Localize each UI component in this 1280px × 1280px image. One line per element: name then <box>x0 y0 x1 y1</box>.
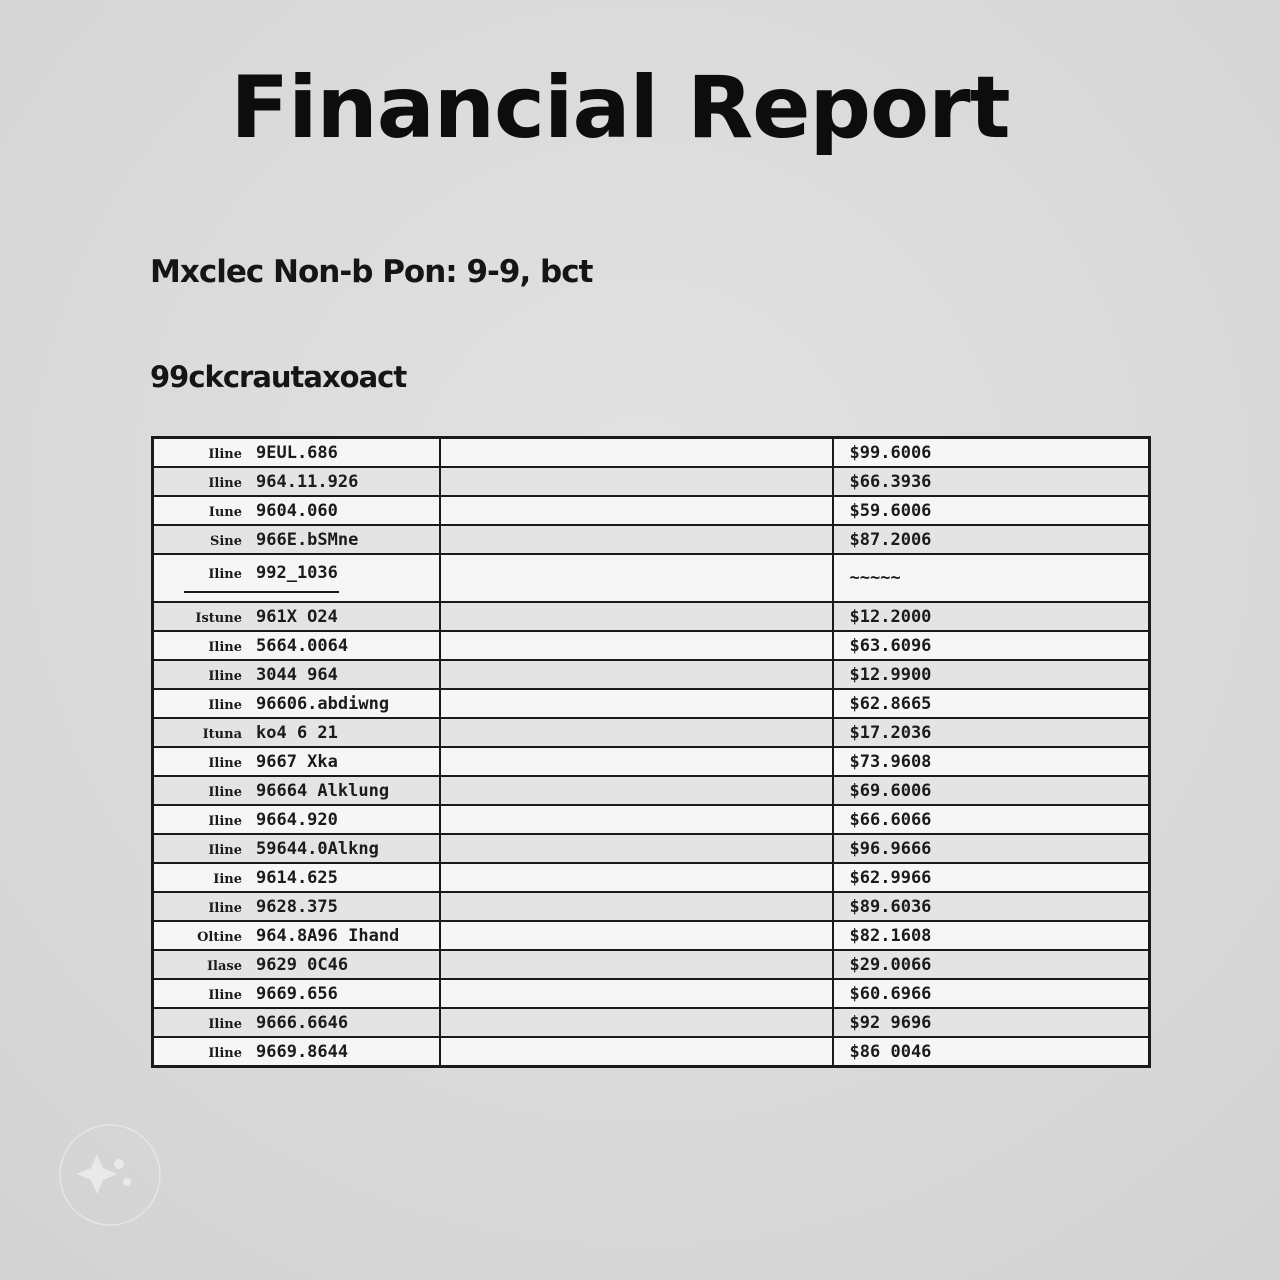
row-tag: Oltine <box>197 929 242 945</box>
row-empty-cell <box>440 921 832 950</box>
row-amount-cell: $12.2000 <box>833 602 1150 631</box>
row-label-cell <box>153 438 441 468</box>
row-tag: Iline <box>208 784 242 800</box>
table-row <box>153 834 1150 863</box>
row-empty-cell <box>440 660 832 689</box>
row-empty-cell <box>440 602 832 631</box>
row-empty-cell <box>440 834 832 863</box>
row-tag: Iline <box>208 1045 242 1061</box>
row-label-cell <box>153 921 441 950</box>
table-row <box>153 660 1150 689</box>
row-amount-cell: $60.6966 <box>833 979 1150 1008</box>
row-tag: Sine <box>209 533 242 549</box>
row-empty-cell <box>440 863 832 892</box>
row-empty-cell <box>440 496 832 525</box>
row-code: 9669.8644 <box>256 1041 349 1062</box>
row-amount-cell: $96.9666 <box>833 834 1150 863</box>
row-label-cell <box>153 525 441 554</box>
row-amount-cell: $12.9900 <box>833 660 1150 689</box>
underline-mark <box>184 591 339 593</box>
row-code: 96606.abdiwng <box>256 693 390 714</box>
row-empty-cell <box>440 554 832 602</box>
table-row <box>153 805 1150 834</box>
row-empty-cell <box>440 892 832 921</box>
table-row <box>153 892 1150 921</box>
row-amount-cell: $62.9966 <box>833 863 1150 892</box>
table-row <box>153 979 1150 1008</box>
row-empty-cell <box>440 747 832 776</box>
row-label-cell <box>153 631 441 660</box>
row-tag: Iline <box>208 987 242 1003</box>
row-label-cell <box>153 805 441 834</box>
row-amount-cell: $17.2036 <box>833 718 1150 747</box>
row-amount-cell: $99.6006 <box>833 438 1150 468</box>
row-label-cell <box>153 554 441 602</box>
row-code: 964.11.926 <box>256 471 359 492</box>
row-code: ko4 6 21 <box>256 722 338 743</box>
table-row <box>153 602 1150 631</box>
row-empty-cell <box>440 525 832 554</box>
row-tag: Iline <box>208 842 242 858</box>
row-label-cell <box>153 863 441 892</box>
row-empty-cell <box>440 689 832 718</box>
row-tag: Ilase <box>206 958 242 974</box>
row-empty-cell <box>440 979 832 1008</box>
section-label: 99ckcrautaxoact <box>150 360 407 394</box>
row-label-cell <box>153 1037 441 1067</box>
row-code: 9666.6646 <box>256 1012 349 1033</box>
row-amount-cell: $62.8665 <box>833 689 1150 718</box>
row-tag: Iine <box>213 871 242 887</box>
row-empty-cell <box>440 718 832 747</box>
row-tag: Iline <box>208 1016 242 1032</box>
row-amount-cell: ~~~~~ <box>833 554 1150 602</box>
row-label-cell <box>153 496 441 525</box>
row-code: 961X O24 <box>256 606 338 627</box>
row-empty-cell <box>440 631 832 660</box>
row-tag: Iline <box>208 813 242 829</box>
row-label-cell <box>153 718 441 747</box>
row-tag: Iline <box>208 475 242 491</box>
row-code: 59644.0Alkng <box>256 838 379 859</box>
row-tag: Iline <box>208 697 242 713</box>
row-empty-cell <box>440 438 832 468</box>
row-code: 9664.920 <box>256 809 338 830</box>
row-amount-cell: $89.6036 <box>833 892 1150 921</box>
row-tag: Iline <box>208 567 242 582</box>
row-label-cell <box>153 979 441 1008</box>
row-empty-cell <box>440 950 832 979</box>
row-amount-cell: $82.1608 <box>833 921 1150 950</box>
row-tag: Iline <box>208 446 242 462</box>
table-row <box>153 1037 1150 1067</box>
report-subtitle: Mxclec Non-b Pon: 9-9, bct <box>150 254 593 290</box>
row-label-cell <box>153 950 441 979</box>
row-code: 9604.060 <box>256 500 338 521</box>
table-row <box>153 467 1150 496</box>
row-code: 964.8A96 Ihand <box>256 925 400 946</box>
table-row <box>153 631 1150 660</box>
row-amount-cell: $73.9608 <box>833 747 1150 776</box>
financial-table-body <box>153 438 1150 1067</box>
row-label-cell <box>153 892 441 921</box>
row-empty-cell <box>440 1008 832 1037</box>
row-code: 966E.bSMne <box>256 529 359 550</box>
row-code: 9669.656 <box>256 983 338 1004</box>
page-title: Financial Report <box>230 58 1010 158</box>
row-label-cell <box>153 1008 441 1037</box>
row-tag: Ituna <box>202 726 242 742</box>
row-code: 9EUL.686 <box>256 442 338 463</box>
row-amount-cell: $69.6006 <box>833 776 1150 805</box>
row-tag: Iune <box>208 504 242 520</box>
row-code: 5664.0064 <box>256 635 349 656</box>
imagined-with-ai-badge <box>55 1120 165 1230</box>
row-tag: Istune <box>195 610 242 626</box>
table-row <box>153 718 1150 747</box>
row-amount-cell: $92 9696 <box>833 1008 1150 1037</box>
row-label-cell <box>153 747 441 776</box>
row-code: 96664 Alklung <box>256 780 390 801</box>
row-amount-cell: $29.0066 <box>833 950 1150 979</box>
row-tag: Iline <box>208 755 242 771</box>
row-amount-cell: $86 0046 <box>833 1037 1150 1067</box>
table-row <box>153 863 1150 892</box>
row-label-cell <box>153 776 441 805</box>
row-label-cell <box>153 467 441 496</box>
table-row <box>153 438 1150 468</box>
table-row <box>153 525 1150 554</box>
row-code: 3044 964 <box>256 664 338 685</box>
row-empty-cell <box>440 1037 832 1067</box>
row-code: 992_1036 <box>256 563 338 583</box>
table-row <box>153 921 1150 950</box>
table-row <box>153 496 1150 525</box>
row-amount-cell: $87.2006 <box>833 525 1150 554</box>
row-tag: Iline <box>208 900 242 916</box>
row-code: 9614.625 <box>256 867 338 888</box>
row-amount-cell: $66.6066 <box>833 805 1150 834</box>
row-amount-cell: $66.3936 <box>833 467 1150 496</box>
row-code: 9628.375 <box>256 896 338 917</box>
row-label-cell <box>153 660 441 689</box>
financial-table <box>151 436 1151 1068</box>
table-row <box>153 950 1150 979</box>
row-amount-cell: $63.6096 <box>833 631 1150 660</box>
row-empty-cell <box>440 776 832 805</box>
row-code: 9667 Xka <box>256 751 338 772</box>
table-row <box>153 689 1150 718</box>
row-tag: Iline <box>208 639 242 655</box>
row-amount-cell: $59.6006 <box>833 496 1150 525</box>
table-row <box>153 776 1150 805</box>
row-label-cell <box>153 689 441 718</box>
table-row <box>153 747 1150 776</box>
row-code: 9629 0C46 <box>256 954 349 975</box>
row-empty-cell <box>440 467 832 496</box>
table-row <box>153 1008 1150 1037</box>
row-tag: Iline <box>208 668 242 684</box>
table-row <box>153 554 1150 602</box>
row-empty-cell <box>440 805 832 834</box>
row-label-cell <box>153 602 441 631</box>
row-label-cell <box>153 834 441 863</box>
